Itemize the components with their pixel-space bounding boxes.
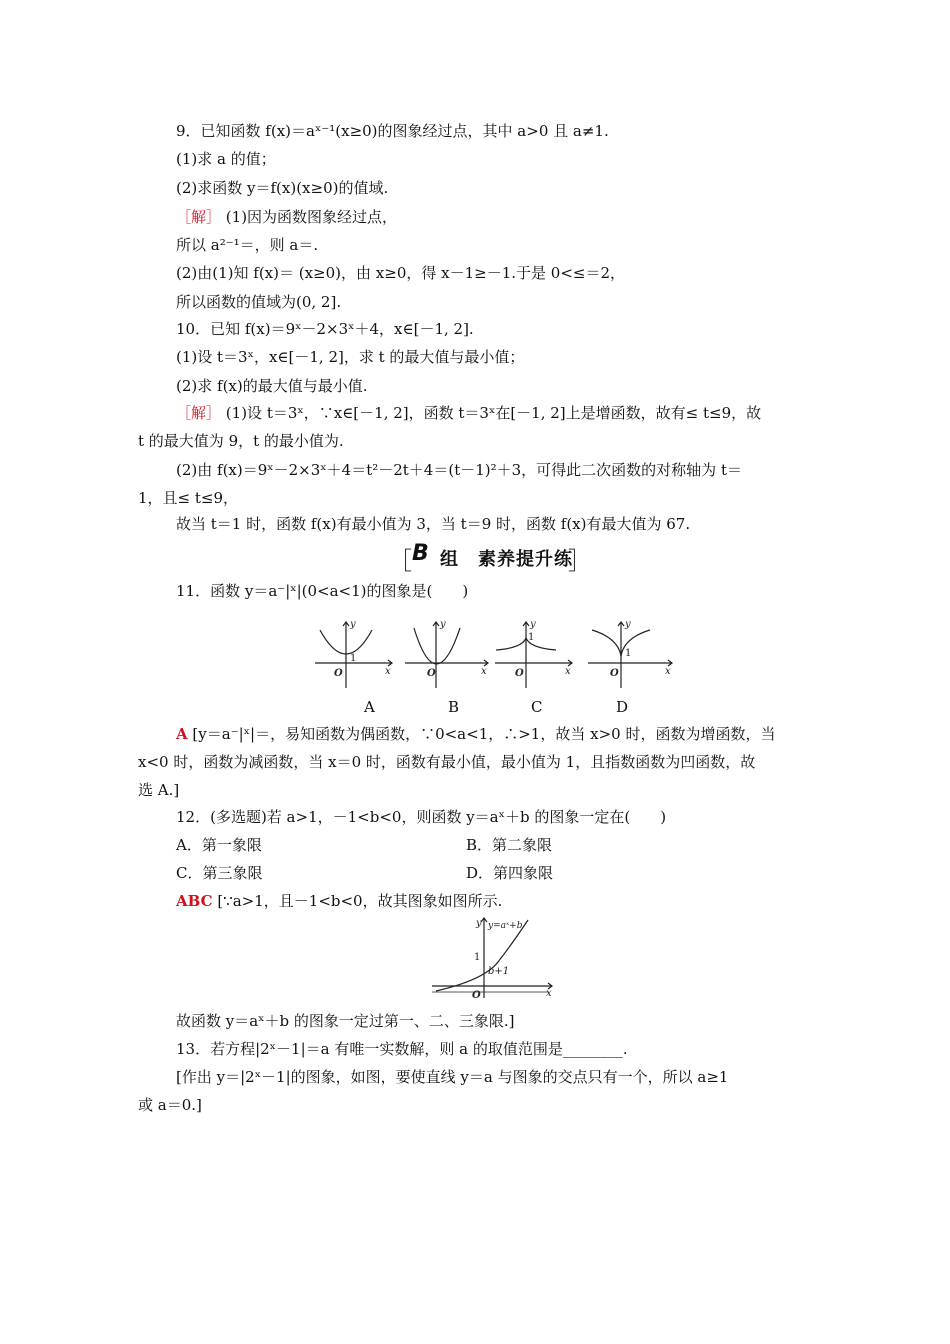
graph-c-one: 1	[528, 632, 535, 643]
option-12-a: A．第一象限	[176, 836, 262, 854]
graph12-one: 1	[474, 952, 481, 963]
problem-10-part2: (2)求 f(x)的最大值与最小值.	[176, 377, 368, 395]
answer-12: ABC	[176, 892, 213, 910]
graph-label-b: B	[448, 698, 460, 716]
header-bracket-left: ［	[388, 547, 412, 575]
problem-12-stem: 12．(多选题)若 a>1，－1<b<0，则函数 y＝aˣ＋b 的图象一定在( )	[176, 808, 667, 826]
graph-d-origin: O	[610, 668, 619, 679]
solution-10-line5: 故当 t＝1 时，函数 f(x)有最小值为 3，当 t＝9 时，函数 f(x)有最大值为 67.	[176, 515, 691, 533]
solution-10-line4: 1，且≤ t≤9，	[138, 489, 239, 507]
graph-b-x-label: x	[481, 666, 487, 677]
solution-9-line3: (2)由(1)知 f(x)＝ (x≥0)，由 x≥0，得 x－1≥－1.于是 0<≤＝2，	[176, 264, 626, 282]
graph-a-y-label: y	[350, 619, 356, 630]
graph-b-origin: O	[427, 668, 436, 679]
solution-11-line1	[176, 724, 775, 744]
graph12-y-label: y	[476, 918, 482, 929]
header-bracket-right: ］	[568, 547, 592, 575]
graph12-origin: O	[472, 990, 481, 1000]
graph-b-y-label: y	[440, 619, 446, 630]
problem-10-part1: (1)设 t＝3ˣ，x∈[－1, 2]，求 t 的最大值与最小值；	[176, 348, 525, 366]
solution-12-line1	[176, 891, 502, 911]
solution-13-line2: 或 a＝0.]	[138, 1096, 202, 1114]
option-12-c: C．第三象限	[176, 864, 263, 882]
solution-10-text1: (1)设 t＝3ˣ，∵x∈[－1, 2]，函数 t＝3ˣ在[－1, 2]上是增函数，故有≤ t≤9，故	[225, 404, 762, 422]
graph-a-one: 1	[350, 653, 357, 664]
graph-d-one: 1	[625, 648, 632, 659]
graph-d-x-label: x	[665, 666, 671, 677]
problem-9-part1: (1)求 a 的值；	[176, 150, 276, 168]
graph12-curve-label: y=aˣ+b	[488, 921, 523, 931]
problem-10-stem: 10．已知 f(x)＝9ˣ－2×3ˣ＋4，x∈[－1, 2].	[176, 320, 474, 338]
problem-9-part2: (2)求函数 y＝f(x)(x≥0)的值域.	[176, 179, 389, 197]
graph-label-a: A	[364, 698, 375, 716]
graph-label-d: D	[616, 698, 629, 716]
graph-a-x-label: x	[385, 666, 391, 677]
solution-11-text1: [y＝a⁻|ˣ|＝，易知函数为偶函数，∵0<a<1，∴>1，故当 x>0 时，函数为增函数，当	[192, 725, 776, 743]
solution-11-line2: x<0 时，函数为减函数，当 x＝0 时，函数有最小值，最小值为 1，且指数函数为凹函数，故	[138, 753, 756, 771]
problem-9-stem: 9．已知函数 f(x)＝aˣ⁻¹(x≥0)的图象经过点，其中 a>0 且 a≠1.	[176, 122, 609, 140]
problem-13-stem: 13．若方程|2ˣ－1|＝a 有唯一实数解，则 a 的取值范围是________.	[176, 1040, 628, 1058]
solution-10-line3: (2)由 f(x)＝9ˣ－2×3ˣ＋4＝t²－2t＋4＝(t－1)²＋3，可得此二次函数的对称轴为 t＝	[176, 461, 742, 479]
graph-label-c: C	[531, 698, 543, 716]
graph12-x-label: x	[546, 988, 552, 999]
answer-11: A	[176, 725, 188, 743]
solution-12-text1: [∵a>1，且－1<b<0，故其图象如图所示.	[217, 892, 503, 910]
problem-12-graph	[428, 914, 558, 1000]
option-12-b: B．第二象限	[466, 836, 553, 854]
solution-9-line2: 所以 a²⁻¹＝，则 a＝.	[176, 236, 319, 254]
solution-12-line2: 故函数 y＝aˣ＋b 的图象一定过第一、二、三象限.]	[176, 1012, 515, 1030]
solution-label: ［解］	[176, 208, 222, 226]
solution-10-line2: t 的最大值为 9，t 的最小值为.	[138, 432, 344, 450]
solution-10-line1	[176, 403, 761, 423]
solution-13-line1: [作出 y＝|2ˣ－1|的图象，如图，要使直线 y＝a 与图象的交点只有一个，所以 a≥1	[176, 1068, 729, 1086]
solution-label: ［解］	[176, 404, 222, 422]
graph-c-x-label: x	[565, 666, 571, 677]
graph-a-origin: O	[334, 668, 343, 679]
solution-9-line4: 所以函数的值域为(0, 2].	[176, 293, 342, 311]
header-title: 组 素养提升练	[440, 549, 573, 570]
graph-c-origin: O	[515, 668, 524, 679]
option-12-d: D．第四象限	[466, 864, 554, 882]
graph-c-y-label: y	[530, 619, 536, 630]
solution-9-text1: (1)因为函数图象经过点，	[225, 208, 398, 226]
problem-11-stem: 11．函数 y＝a⁻|ˣ|(0<a<1)的图象是( )	[176, 582, 469, 600]
section-header	[388, 541, 592, 575]
solution-11-line3: 选 A.]	[138, 781, 180, 799]
header-letter: B	[412, 541, 429, 566]
graph-d-y-label: y	[625, 619, 631, 630]
graph12-b-plus-1: b+1	[488, 966, 510, 977]
solution-9-line1	[176, 207, 397, 227]
